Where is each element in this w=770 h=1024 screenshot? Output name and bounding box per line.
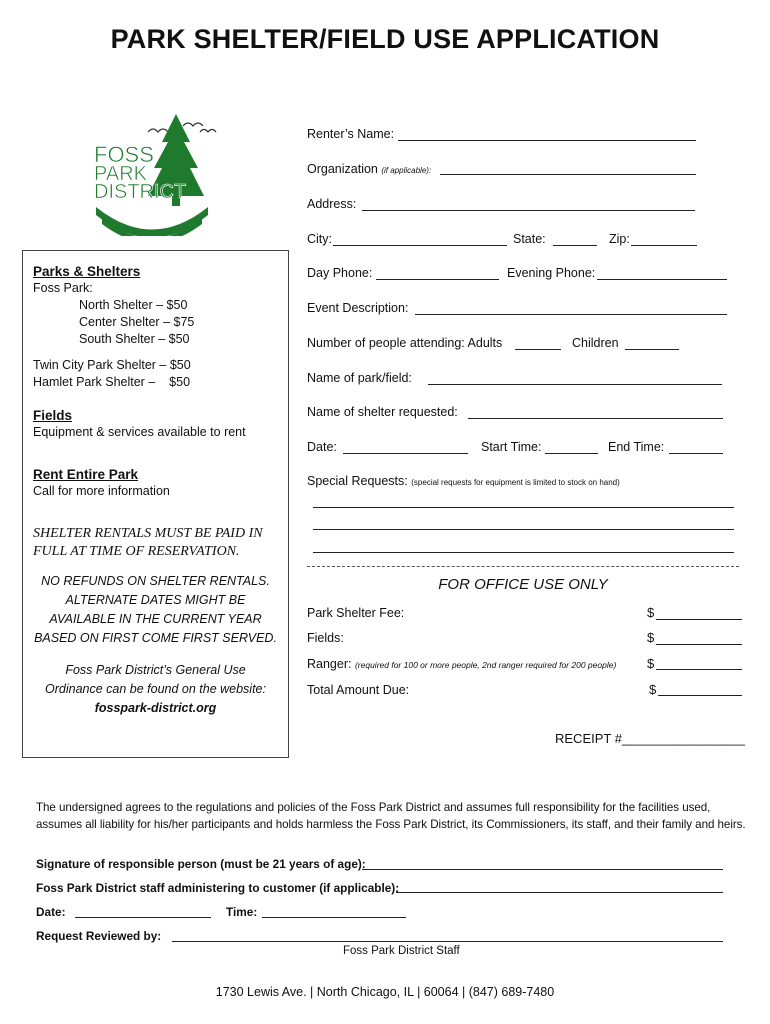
responsible-signature-label: Signature of responsible person (must be 21 years of age): [36, 857, 366, 871]
staff-signature-field[interactable] [396, 892, 723, 893]
sign-time-field[interactable] [262, 917, 406, 918]
state-field[interactable] [553, 245, 597, 246]
adults-label: Number of people attending: Adults [307, 336, 503, 350]
sign-date-field[interactable] [75, 917, 211, 918]
organization-label [307, 162, 431, 176]
agreement-text: The undersigned agrees to the regulations and policies of the Foss Park District and assumes full responsibility for the facilities used, assumes all liability for his/her participants and holds harmless the Foss Park District, its Commissioners, its staff, and their family and heirs. [36, 801, 746, 831]
refund-line3: AVAILABLE IN THE CURRENT YEAR [49, 612, 262, 626]
south-shelter-price: South Shelter – $50 [79, 332, 190, 346]
twin-city-price: Twin City Park Shelter – $50 [33, 358, 191, 372]
total-due-field[interactable] [658, 695, 742, 696]
logo-text-park: PARK [94, 163, 147, 185]
park-field-input[interactable] [428, 384, 722, 385]
organization-note: (if applicable): [381, 166, 432, 175]
page-title: PARK SHELTER/FIELD USE APPLICATION [110, 24, 660, 54]
north-shelter-price: North Shelter – $50 [79, 298, 188, 312]
zip-label: Zip: [609, 232, 630, 246]
event-description-field[interactable] [415, 314, 727, 315]
payment-notice-line1: SHELTER RENTALS MUST BE PAID IN [33, 526, 263, 541]
fields-fee-dollar: $ [647, 630, 655, 645]
day-phone-field[interactable] [376, 279, 499, 280]
special-requests-line-1[interactable] [313, 507, 734, 508]
evening-phone-field[interactable] [597, 279, 727, 280]
ranger-fee-dollar: $ [647, 656, 655, 671]
fields-fee-label: Fields: [307, 631, 344, 645]
staff-signature-label: Foss Park District staff administering to customer (if applicable): [36, 881, 400, 895]
ranger-fee-field[interactable] [656, 669, 742, 670]
receipt-number: RECEIPT #_________________ [555, 731, 745, 746]
shelter-fee-field[interactable] [656, 619, 742, 620]
office-use-heading: FOR OFFICE USE ONLY [438, 576, 608, 593]
end-time-field[interactable] [669, 453, 723, 454]
refund-line4: BASED ON FIRST COME FIRST SERVED. [34, 631, 277, 645]
parks-heading: Parks & Shelters [33, 264, 141, 279]
office-divider [307, 566, 739, 567]
refund-line1: NO REFUNDS ON SHELTER RENTALS. [41, 574, 270, 588]
children-label: Children [572, 336, 619, 350]
evening-phone-label: Evening Phone: [507, 266, 596, 280]
fields-heading: Fields [33, 408, 73, 423]
sign-date-label: Date: [36, 905, 66, 919]
special-requests-label [307, 474, 620, 488]
responsible-signature-field[interactable] [362, 869, 723, 870]
address-field[interactable] [362, 210, 695, 211]
staff-caption: Foss Park District Staff [343, 945, 460, 957]
ranger-note: (required for 100 or more people, 2nd ranger required for 200 people) [354, 660, 617, 670]
sign-time-label: Time: [226, 905, 258, 919]
foss-park-logo [88, 112, 218, 236]
zip-field[interactable] [631, 245, 697, 246]
special-requests-line-3[interactable] [313, 552, 734, 553]
renter-name-label: Renter’s Name: [307, 127, 395, 141]
ordinance-line1: Foss Park District’s General Use [65, 663, 246, 677]
fields-fee-field[interactable] [656, 644, 742, 645]
event-description-label: Event Description: [307, 301, 409, 315]
organization-label-text: Organization [307, 162, 378, 176]
shelter-fee-dollar: $ [647, 605, 655, 620]
shelter-fee-label: Park Shelter Fee: [307, 606, 405, 620]
payment-notice-line2: FULL AT TIME OF RESERVATION. [33, 544, 240, 559]
ordinance-line2: Ordinance can be found on the website: [45, 682, 266, 696]
total-due-label: Total Amount Due: [307, 683, 410, 697]
total-due-dollar: $ [649, 682, 657, 697]
reviewed-by-label: Request Reviewed by: [36, 929, 162, 943]
logo-text-foss: FOSS [94, 142, 154, 167]
ranger-label [307, 657, 616, 671]
info-panel [22, 250, 289, 758]
organization-field[interactable] [440, 174, 696, 175]
rent-park-text: Call for more information [33, 484, 170, 498]
city-field[interactable] [333, 245, 507, 246]
special-requests-label-text: Special Requests: [307, 474, 408, 488]
foss-park-label: Foss Park: [33, 281, 93, 295]
website-link[interactable]: fosspark-district.org [94, 701, 217, 715]
date-label: Date: [307, 440, 337, 454]
special-requests-note: (special requests for equipment is limited to stock on hand) [411, 478, 620, 487]
ranger-label-text: Ranger: [307, 657, 352, 671]
address-label: Address: [307, 197, 357, 211]
center-shelter-price: Center Shelter – $75 [79, 315, 195, 329]
renter-name-field[interactable] [398, 140, 696, 141]
end-time-label: End Time: [608, 440, 665, 454]
state-label: State: [513, 232, 546, 246]
special-requests-line-2[interactable] [313, 529, 734, 530]
footer-address: 1730 Lewis Ave. | North Chicago, IL | 60064 | (847) 689-7480 [215, 985, 555, 999]
day-phone-label: Day Phone: [307, 266, 373, 280]
city-label: City: [307, 232, 332, 246]
reviewed-by-field[interactable] [172, 941, 723, 942]
shelter-requested-field[interactable] [468, 418, 723, 419]
start-time-label: Start Time: [481, 440, 542, 454]
park-field-label: Name of park/field: [307, 371, 412, 385]
start-time-field[interactable] [545, 453, 598, 454]
adults-field[interactable] [515, 349, 561, 350]
logo-text-district: DISTRICT [94, 181, 187, 203]
date-field[interactable] [343, 453, 468, 454]
fields-text: Equipment & services available to rent [33, 425, 246, 439]
children-field[interactable] [625, 349, 679, 350]
rent-park-heading: Rent Entire Park [33, 467, 139, 482]
hamlet-price: Hamlet Park Shelter – $50 [33, 375, 191, 389]
refund-line2: ALTERNATE DATES MIGHT BE [65, 593, 246, 607]
shelter-requested-label: Name of shelter requested: [307, 405, 458, 419]
